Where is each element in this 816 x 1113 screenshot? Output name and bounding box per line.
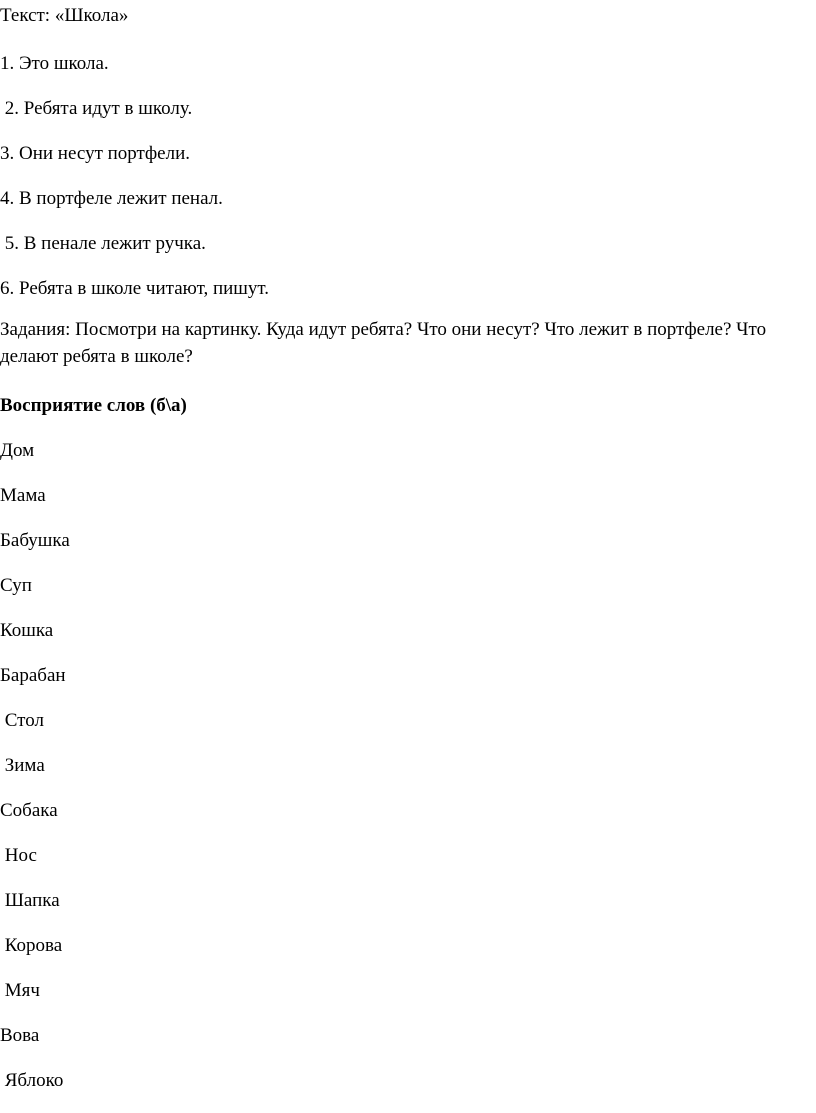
word-item: Кошка xyxy=(0,620,54,641)
word-item: Дом xyxy=(0,440,35,461)
document-title: Текст: «Школа» xyxy=(0,5,129,26)
sentence-3: 3. Они несут портфели. xyxy=(0,143,190,164)
word-item: Бабушка xyxy=(0,530,70,551)
word-item: Зима xyxy=(0,755,45,776)
word-item: Мяч xyxy=(0,980,40,1001)
tasks-paragraph: Задания: Посмотри на картинку. Куда идут ребята? Что они несут? Что лежит в портфеле? Что делают ребята в школе? xyxy=(0,319,767,367)
word-item: Суп xyxy=(0,575,32,596)
sentence-4: 4. В портфеле лежит пенал. xyxy=(0,188,223,209)
word-item: Нос xyxy=(0,845,37,866)
word-item: Корова xyxy=(0,935,63,956)
sentence-6: 6. Ребята в школе читают, пишут. xyxy=(0,278,270,299)
section-heading: Восприятие слов (б\а) xyxy=(0,395,187,416)
word-item: Барабан xyxy=(0,665,66,686)
word-item: Собака xyxy=(0,800,58,821)
sentence-5: 5. В пенале лежит ручка. xyxy=(0,233,206,254)
word-item: Яблоко xyxy=(0,1070,64,1091)
sentence-1: 1. Это школа. xyxy=(0,53,109,74)
word-item: Стол xyxy=(0,710,44,731)
word-item: Вова xyxy=(0,1025,40,1046)
word-item: Шапка xyxy=(0,890,60,911)
sentence-2: 2. Ребята идут в школу. xyxy=(0,98,193,119)
word-item: Мама xyxy=(0,485,46,506)
